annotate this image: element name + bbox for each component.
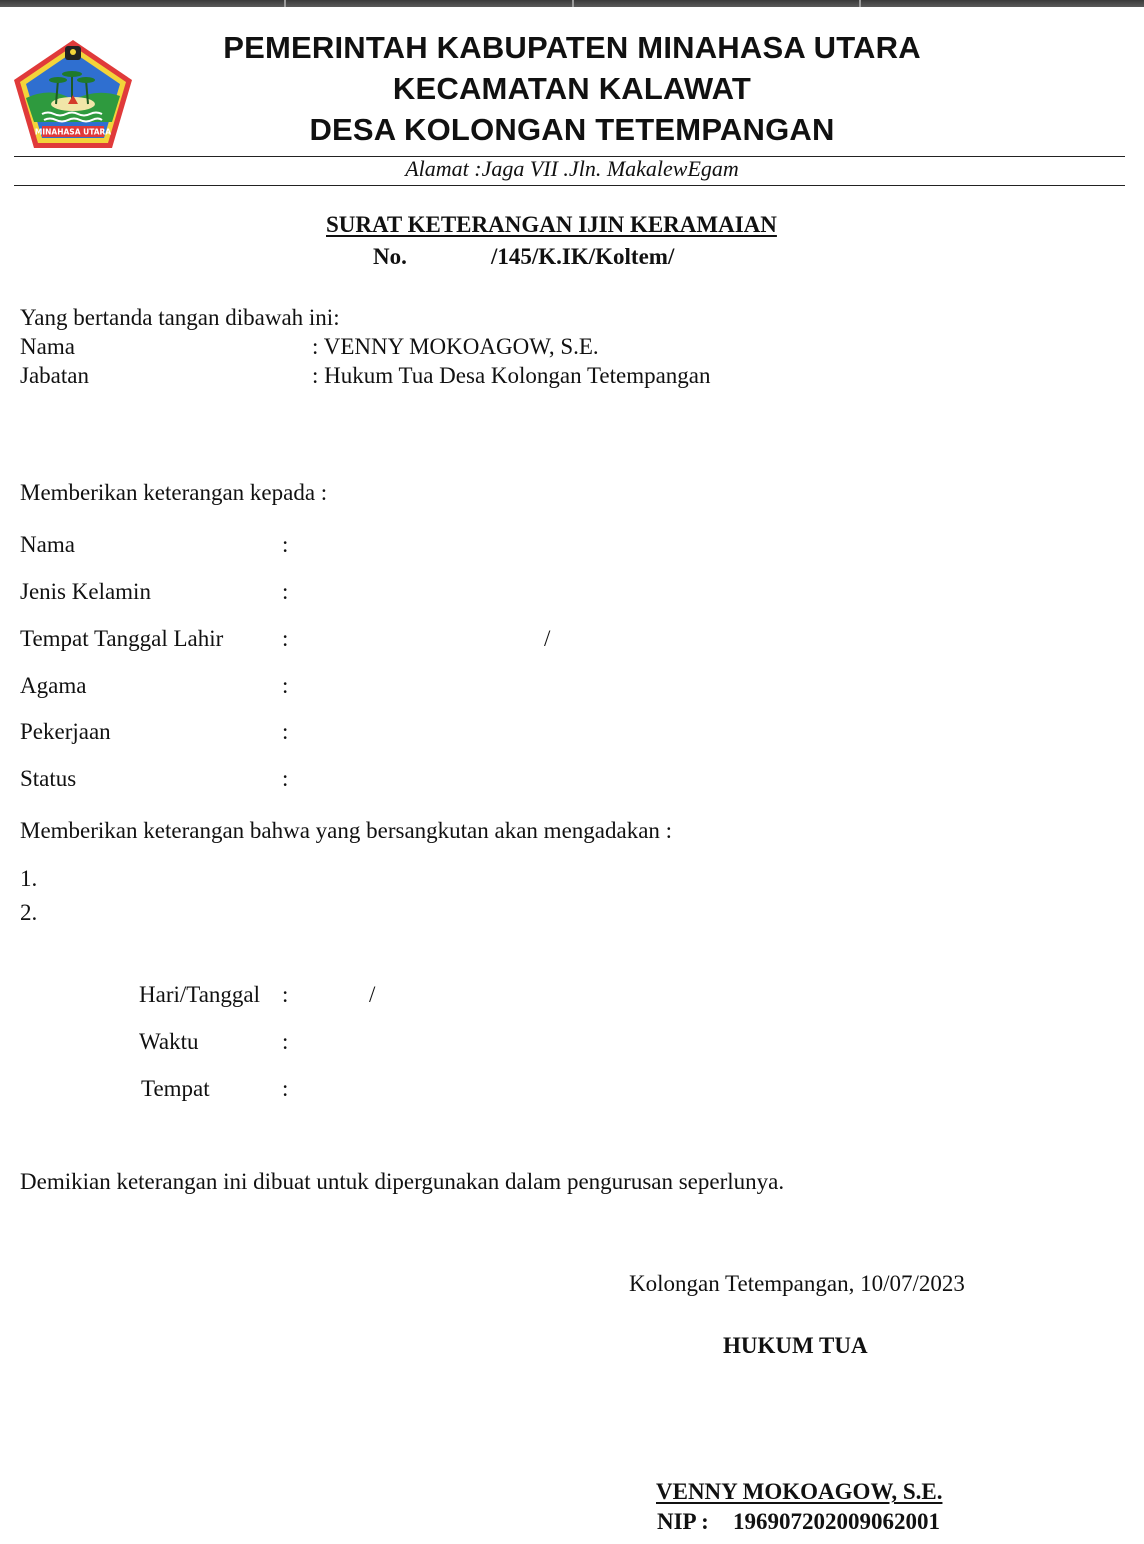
recipient-status-label: Status <box>20 766 77 791</box>
header-government-line: PEMERINTAH KABUPATEN MINAHASA UTARA <box>223 30 921 65</box>
recipient-religion-label: Agama <box>20 673 87 698</box>
recipient-occupation-colon: : <box>282 719 289 744</box>
header-village-line: DESA KOLONGAN TETEMPANGAN <box>309 112 835 147</box>
recipient-gender-colon: : <box>282 579 289 604</box>
header-rule-bottom <box>14 185 1125 186</box>
recipient-status-colon: : <box>282 766 289 791</box>
header-district-line: KECAMATAN KALAWAT <box>392 71 752 106</box>
recipient-birth-label: Tempat Tanggal Lahir <box>20 626 224 651</box>
recipient-birth-colon: : <box>282 626 289 651</box>
recipient-occupation-label: Pekerjaan <box>20 719 111 744</box>
signature-nip-value: 196907202009062001 <box>733 1509 940 1534</box>
tab-separator <box>859 0 861 7</box>
event-item-1: 1. <box>20 866 38 891</box>
recipient-birth-separator: / <box>544 626 551 651</box>
signature-title: HUKUM TUA <box>723 1333 868 1358</box>
recipient-religion-colon: : <box>282 673 289 698</box>
window-top-bar <box>0 0 1144 7</box>
closing-statement: Demikian keterangan ini dibuat untuk dipergunakan dalam pengurusan seperlunya. <box>20 1169 785 1194</box>
letter-title: SURAT KETERANGAN IJIN KERAMAIAN <box>326 212 777 237</box>
recipient-gender-label: Jenis Kelamin <box>20 579 151 604</box>
signature-place-date: Kolongan Tetempangan, 10/07/2023 <box>629 1271 965 1296</box>
letter-number-label: No. <box>373 244 407 269</box>
event-intro: Memberikan keterangan bahwa yang bersangkutan akan mengadakan : <box>20 818 673 843</box>
event-date-separator: / <box>369 982 376 1007</box>
tab-separator <box>572 0 574 7</box>
signatory-name-label: Nama <box>20 334 75 359</box>
letter-number-value: /145/K.IK/Koltem/ <box>491 244 675 269</box>
signatory-intro: Yang bertanda tangan dibawah ini: <box>20 305 340 330</box>
recipient-intro: Memberikan keterangan kepada : <box>20 480 328 505</box>
event-date-colon: : <box>282 982 289 1007</box>
header-address: Alamat :Jaga VII .Jln. MakalewEgam <box>405 156 739 181</box>
recipient-name-label: Nama <box>20 532 75 557</box>
tab-separator <box>284 0 286 7</box>
signatory-name-value: : VENNY MOKOAGOW, S.E. <box>312 334 599 359</box>
event-date-label: Hari/Tanggal <box>139 982 261 1007</box>
event-time-colon: : <box>282 1029 289 1054</box>
signature-name: VENNY MOKOAGOW, S.E. <box>656 1479 943 1504</box>
event-place-label: Tempat <box>141 1076 210 1101</box>
signature-nip-label: NIP : <box>657 1509 709 1534</box>
event-item-2: 2. <box>20 900 38 925</box>
event-place-colon: : <box>282 1076 289 1101</box>
signatory-position-label: Jabatan <box>20 363 89 388</box>
recipient-name-colon: : <box>282 532 289 557</box>
signatory-position-value: : Hukum Tua Desa Kolongan Tetempangan <box>312 363 711 388</box>
logo-banner-text: MINAHASA UTARA <box>34 127 112 137</box>
event-time-label: Waktu <box>139 1029 199 1054</box>
